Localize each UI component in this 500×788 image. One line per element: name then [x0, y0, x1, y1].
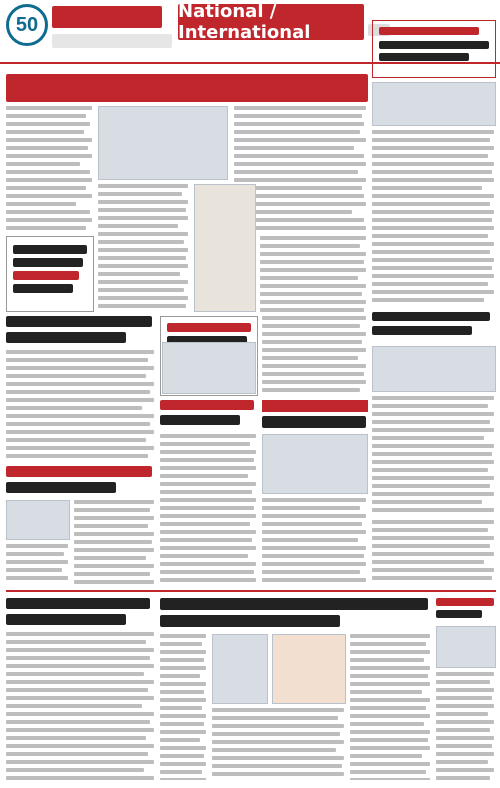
- story-col-a: [98, 184, 190, 312]
- lower-left-text: [74, 500, 156, 584]
- center-band-headline: [160, 400, 258, 430]
- dateline: [52, 34, 172, 48]
- boxed-story: [6, 236, 94, 312]
- section-title: National / International: [178, 4, 364, 40]
- mid-left-headline: [6, 316, 156, 346]
- lead-photo: [98, 106, 228, 180]
- mid-center-text: [262, 316, 368, 396]
- bottom-right-headline: [436, 598, 496, 624]
- right-second-headline: [372, 312, 496, 342]
- bottom-center-photo-1: [212, 634, 268, 704]
- bottom-center-text-1: [160, 634, 208, 780]
- lead-headline: [6, 74, 368, 102]
- section-divider: [6, 590, 496, 592]
- right-photo: [372, 82, 496, 126]
- bottom-center-text-2: [212, 708, 346, 780]
- emblem-photo: [194, 184, 256, 312]
- bottom-center-text-3: [350, 634, 432, 780]
- center-band-headline-2: [262, 416, 368, 432]
- anniversary-logo: 50: [6, 4, 48, 46]
- bottom-right-photo: [436, 626, 496, 668]
- mid-left-text: [6, 350, 156, 462]
- center-right-text: [262, 498, 368, 584]
- bottom-right-text: [436, 672, 496, 780]
- center-band-photo: [262, 434, 368, 494]
- center-left-text: [160, 434, 258, 584]
- bottom-center-photo-2: [272, 634, 346, 704]
- bottom-left-text: [6, 632, 156, 780]
- lead-column-1: [6, 106, 94, 232]
- newspaper-name: [52, 6, 162, 28]
- right-second-text: [372, 396, 496, 516]
- bottom-left-headline: [6, 598, 156, 628]
- right-third-text: [372, 520, 496, 584]
- center-band-label: [262, 400, 368, 412]
- mid-photo: [162, 342, 256, 394]
- bottom-center-headline: [160, 598, 432, 628]
- lower-left-photo: [6, 500, 70, 540]
- lower-left-headline: [6, 466, 156, 496]
- lower-left-text-2: [6, 544, 70, 584]
- top-right-story: [372, 20, 496, 78]
- right-second-photo: [372, 346, 496, 392]
- right-column-text: [372, 130, 496, 306]
- story-col-b: [260, 236, 368, 312]
